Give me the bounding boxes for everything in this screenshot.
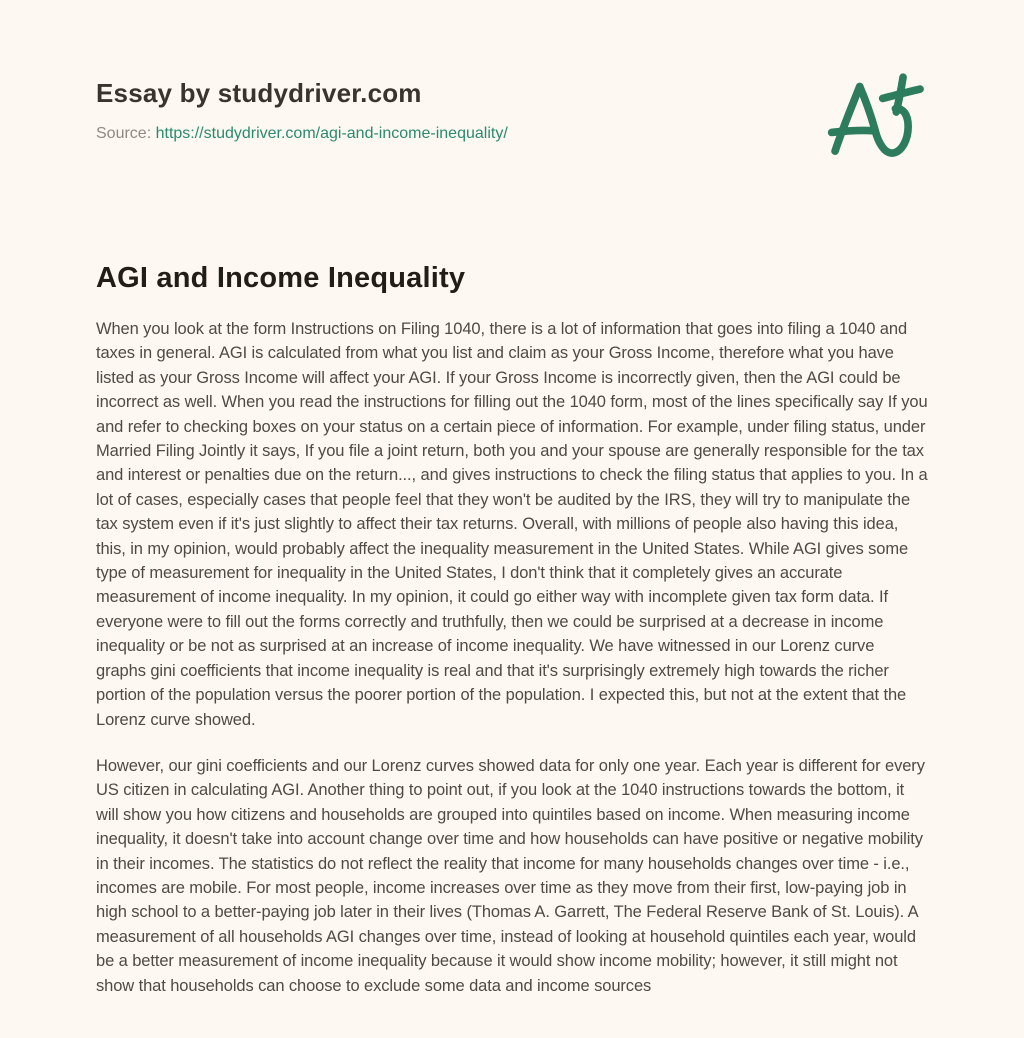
essay-body [96,317,928,998]
essay-paragraph-1: When you look at the form Instructions on Filing 1040, there is a lot of information that goes into filing a 1040 and taxes in general. AGI is calculated from what you list and claim as your Gross Income, therefore what you have listed as your Gross Income will affect your AGI. If your Gross Income is incorrectly given, then the AGI could be incorrect as well. When you read the instructions for filling out the 1040 form, most of the lines specifically say If you and refer to checking boxes on your status on a certain piece of information. For example, under filing status, under Married Filing Jointly it says, If you file a joint return, both you and your spouse are generally responsible for the tax and interest or penalties due on the return..., and gives instructions to check the filing status that applies to you. In a lot of cases, especially cases that people feel that they won't be audited by the IRS, they will try to manipulate the tax system even if it's just slightly to affect their tax returns. Overall, with millions of people also having this idea, this, in my opinion, would probably affect the inequality measurement in the United States. While AGI gives some type of measurement for inequality in the United States, I don't think that it completely gives an accurate measurement of income inequality. In my opinion, it could go either way with incomplete given tax form data. If everyone were to fill out the forms correctly and truthfully, then we could be surprised at a decrease in income inequality or be not as surprised at an increase of income inequality. We have witnessed in our Lorenz curve graphs gini coefficients that income inequality is real and that it's surprisingly extremely high towards the richer portion of the population versus the poorer portion of the population. I expected this, but not at the extent that the Lorenz curve showed. [96,320,928,729]
header-text-block [96,72,508,143]
a-plus-logo-icon [824,70,926,166]
site-title: Essay by studydriver.com [96,78,422,108]
source-label: Source: [96,125,152,142]
essay-title: AGI and Income Inequality [96,262,466,294]
source-link[interactable]: https://studydriver.com/agi-and-income-inequality/ [155,125,508,142]
essay-paragraph-2: However, our gini coefficients and our Lorenz curves showed data for only one year. Each year is different for every US citizen in calculating AGI. Another thing to point out, if you look at the 1040 instructions towards the bottom, it will show you how citizens and households are grouped into quintiles based on income. When measuring income inequality, it doesn't take into account change over time and how households can have positive or negative mobility in their incomes. The statistics do not reflect the reality that income for many households changes over time - i.e., incomes are mobile. For most people, income increases over time as they move from their first, low-paying job in high school to a better-paying job later in their lives (Thomas A. Garrett, The Federal Reserve Bank of St. Louis). A measurement of all households AGI changes over time, instead of looking at household quintiles each year, would be a better measurement of income inequality because it would show income mobility; however, it still might not show that households can choose to exclude some data and income sources [96,756,925,995]
source-line [96,125,508,143]
page-header [96,72,928,166]
